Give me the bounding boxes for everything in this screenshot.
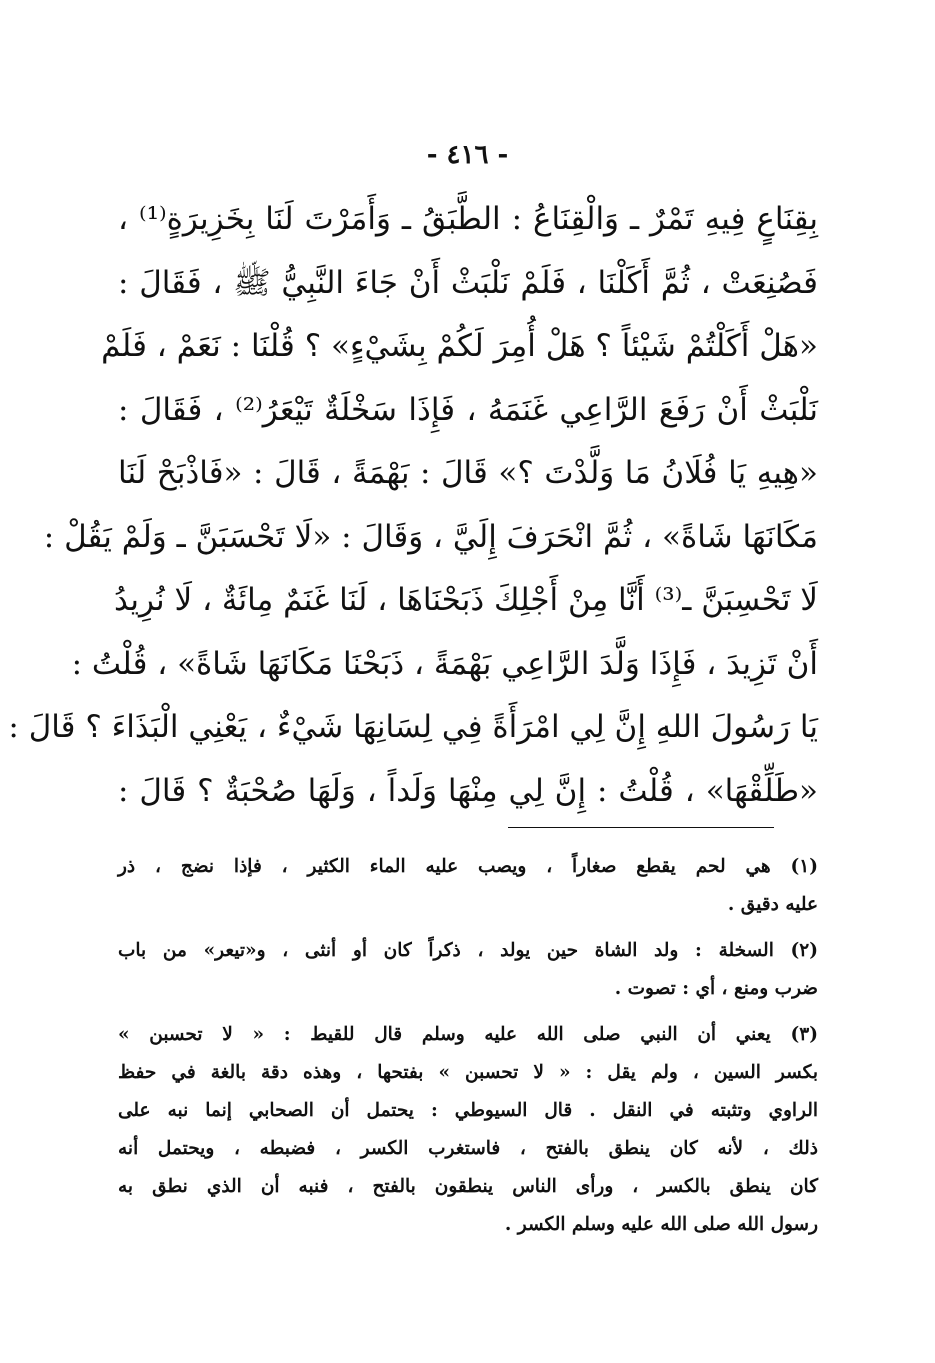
footnote-line: ضرب ومنع ، أي : تصوت . xyxy=(614,978,818,999)
text-line: «طَلِّقْهَا» ، قُلْتُ : إِنَّ لِي مِنْهَا وَلَداً ، وَلَهَا صُحْبَةٌ ؟ قَالَ : xyxy=(118,772,818,809)
footnote-line: عليه دقيق . xyxy=(727,894,818,915)
footnote-1 xyxy=(118,848,818,924)
footnote-line: الراوي وتثبته في النقل . قال السيوطي : يحتمل أن الصحابي إنما نبه على xyxy=(118,1100,818,1121)
footnotes xyxy=(118,848,818,1252)
text-line: نَلْبَثْ أَنْ رَفَعَ الرَّاعِي غَنَمَهُ ، فَإِذَا سَخْلَةٌ تَيْعَرُ⁽²⁾ ، فَقَالَ : xyxy=(118,391,818,428)
main-text xyxy=(8,188,818,823)
footnote-2 xyxy=(118,932,818,1008)
text-line: «هِيهِ يَا فُلَانُ مَا وَلَّدْتَ ؟» قَالَ : بَهْمَةً ، قَالَ : «فَاذْبَحْ لَنَا xyxy=(118,455,818,491)
text-line: فَصُنِعَتْ ، ثُمَّ أَكَلْنَا ، فَلَمْ نَلْبَثْ أَنْ جَاءَ النَّبِيُّ ﷺ ، فَقَالَ : xyxy=(118,264,818,301)
text-line: يَا رَسُولَ اللهِ إِنَّ لِي امْرَأَةً فِي لِسَانِهَا شَيْءٌ ، يَعْنِي الْبَذَاءَ ؟ قَالَ : xyxy=(8,709,818,745)
footnote-3 xyxy=(118,1016,818,1244)
text-line: أَنْ تَزِيدَ ، فَإِذَا وَلَّدَ الرَّاعِي بَهْمَةً ، ذَبَحْنَا مَكَانَهَا شَاةً» ، قُلْتُ : xyxy=(71,645,818,682)
footnote-line: (١) هي لحم يقطع صغاراً ، ويصب عليه الماء الكثير ، فإذا نضج ، ذر xyxy=(118,856,818,877)
footnote-line: ذلك ، لأنه كان ينطق بالفتح ، فاستغرب الكسر ، فضبطه ، ويحتمل أنه xyxy=(118,1138,818,1159)
footnote-line: (٣) يعني أن النبي صلى الله عليه وسلم قال للقيط : « لا تحسبن » xyxy=(118,1024,818,1045)
footnote-line: رسول الله صلى الله عليه وسلم الكسر . xyxy=(504,1214,818,1235)
footnote-line: بكسر السين ، ولم يقل : « لا تحسبن » بفتحها ، وهذه دقة بالغة في حفظ xyxy=(118,1062,818,1083)
text-line: لَا تَحْسِبَنَّ ـ⁽³⁾ أَنَّا مِنْ أَجْلِكَ ذَبَحْنَاهَا ، لَنَا غَنَمٌ مِائَةٌ ، لَا نُرِيدُ xyxy=(114,582,818,618)
footnote-divider xyxy=(508,827,774,828)
text-line: بِقِنَاعٍ فِيهِ تَمْرٌ ـ وَالْقِنَاعُ : الطَّبَقُ ـ وَأَمَرْتَ لَنَا بِخَزِيرَةٍ⁽¹⁾ ، xyxy=(118,201,818,237)
text-line: مَكَانَهَا شَاةً» ، ثُمَّ انْحَرَفَ إِلَيَّ ، وَقَالَ : «لَا تَحْسَبَنَّ ـ وَلَمْ يَقُلْ : xyxy=(43,518,818,555)
footnote-line: كان ينطق بالكسر ، ورأى الناس ينطقون بالفتح ، فنبه أن الذي نطق به xyxy=(118,1176,818,1197)
footnote-line: (٢) السخلة : ولد الشاة حين يولد ، ذكراً كان أو أنثى ، و«تيعر» من باب xyxy=(118,940,818,961)
page-number: - ٤١٦ - xyxy=(426,140,509,170)
text-line: «هَلْ أَكَلْتُمْ شَيْئاً ؟ هَلْ أُمِرَ لَكُمْ بِشَيْءٍ» ؟ قُلْنَا : نَعَمْ ، فَلَمْ xyxy=(101,328,818,364)
